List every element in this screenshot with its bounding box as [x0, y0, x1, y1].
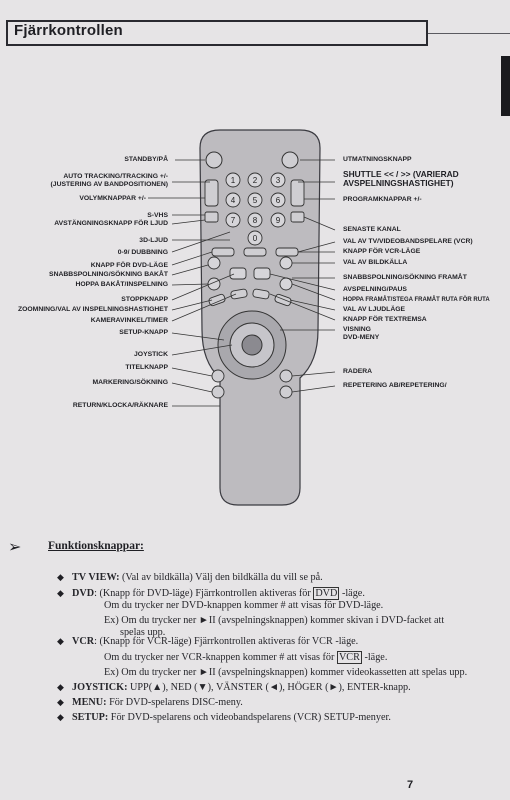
label-stop: STOPPKNAPP [121, 296, 168, 303]
label-joystick: JOYSTICK [134, 351, 168, 358]
label-tv-view: VAL AV BILDKÄLLA [343, 259, 408, 266]
bullet-diamond-icon: ◆ [57, 712, 64, 722]
label-dvd-menu: DVD-MENY [343, 334, 380, 341]
label-shuttle-sub: AVSPELNINGSHASTIGHET) [343, 178, 454, 188]
svg-text:8: 8 [252, 216, 258, 225]
bullet-diamond-icon: ◆ [57, 636, 64, 646]
item-setup [72, 712, 391, 724]
label-3d-sound: 3D-LJUD [139, 237, 168, 244]
text-dvd-ex1: Ex) Om du trycker ner ►II (avspelningsknappen) kommer skivan i DVD-facket att [104, 615, 445, 626]
term-menu: MENU: [72, 697, 107, 708]
item-menu [72, 697, 243, 709]
page-title: Fjärrkontrollen [14, 22, 123, 39]
label-zoom: ZOOMNING/VAL AV INSPELNINGSHASTIGHET [17, 306, 168, 313]
page-number: 7 [407, 779, 414, 791]
svg-text:7: 7 [230, 216, 236, 225]
label-subtitle: KNAPP FÖR TEXTREMSA [343, 316, 427, 323]
label-repeat: REPETERING AB/REPETERING/ [343, 382, 447, 389]
term-joystick: JOYSTICK: [72, 682, 128, 693]
text-vcr-ex: Ex) Om du trycker ner ►II (avspelningsknappen) kommer videokassetten att spelas upp. [104, 667, 468, 678]
label-display: VISNING [343, 326, 371, 333]
label-return: RETURN/KLOCKA/RÄKNARE [72, 402, 168, 409]
label-volume: VOLYMKNAPPAR +/- [79, 195, 146, 202]
label-shuttle: SHUTTLE << / >> (VARIERAD [343, 169, 459, 179]
label-clear: RADERA [343, 368, 373, 375]
label-skip-back: HOPPA BAKÅT/INSPELNING [75, 281, 168, 288]
label-eject: UTMATNINGSKNAPP [343, 156, 412, 163]
bullet-diamond-icon: ◆ [57, 682, 64, 692]
label-angle-timer: KAMERAVINKEL/TIMER [90, 317, 168, 324]
bullet-diamond-icon: ◆ [57, 572, 64, 582]
label-fast-forward: SNABBSPOLNING/SÖKNING FRAMÅT [343, 274, 467, 281]
bullet-diamond-icon: ◆ [57, 588, 64, 598]
label-svhs: S-VHS [147, 212, 168, 219]
section-arrow-icon: ➢ [8, 539, 22, 556]
label-auto-tracking-sub: (JUSTERING AV BANDPOSITIONEN) [50, 181, 168, 188]
text-tv-view: (Val av bildkälla) Välj den bildkälla du vill se på. [119, 572, 323, 583]
svg-text:6: 6 [275, 196, 281, 205]
term-dvd: DVD [72, 588, 95, 599]
term-tv-view: TV VIEW: [72, 572, 120, 583]
text-dvd-ex2: spelas upp. [120, 627, 166, 638]
label-last-channel: SENASTE KANAL [343, 226, 401, 233]
term-setup: SETUP: [72, 712, 109, 723]
label-play-pause: AVSPELNING/PAUS [343, 286, 407, 293]
text-dvd-a: : (Knapp för DVD-läge) Fjärrkontrollen aktiveras för [94, 588, 314, 599]
label-program: PROGRAMKNAPPAR +/- [343, 196, 422, 203]
text-vcr-line2b: -läge. [361, 652, 388, 663]
label-dvd-mode: KNAPP FÖR DVD-LÄGE [90, 262, 168, 269]
text-joystick: UPP(▲), NED (▼), VÄNSTER (◄), HÖGER (►), ENTER-knapp. [127, 682, 411, 693]
label-auto-tracking: AUTO TRACKING/TRACKING +/- [63, 173, 168, 180]
svg-text:5: 5 [252, 196, 258, 205]
section-title: Funktionsknappar: [48, 540, 144, 552]
text-vcr-a: : (Knapp för VCR-läge) Fjärrkontrollen aktiveras för VCR -läge. [94, 636, 359, 647]
item-dvd [72, 588, 365, 600]
svg-text:9: 9 [275, 216, 281, 225]
text-setup: För DVD-spelarens och videobandspelarens (VCR) SETUP-menyer. [108, 712, 391, 723]
item-vcr-line2 [104, 652, 387, 664]
text-menu: För DVD-spelarens DISC-meny. [106, 697, 243, 708]
text-vcr-line2a: Om du trycker ner VCR-knappen kommer # att visas för [104, 652, 337, 663]
bullet-diamond-icon: ◆ [57, 697, 64, 707]
label-rewind: SNABBSPOLNING/SÖKNING BAKÅT [49, 271, 168, 278]
item-tv-view [72, 572, 323, 584]
text-dvd-b: -läge. [339, 588, 365, 599]
svg-text:3: 3 [275, 176, 281, 185]
label-mark-search: MARKERING/SÖKNING [92, 379, 168, 386]
label-tv-vcr: VAL AV TV/VIDEOBANDSPELARE (VCR) [343, 238, 473, 245]
text-dvd-line2: Om du trycker ner DVD-knappen kommer # att visas för DVD-läge. [104, 600, 384, 611]
vcr-box: VCR [338, 652, 360, 663]
label-0-9-dubbing: 0-9/ DUBBNING [117, 249, 168, 256]
term-vcr: VCR [72, 636, 95, 647]
dvd-box: DVD [315, 588, 338, 599]
svg-text:4: 4 [230, 196, 236, 205]
item-vcr [72, 636, 358, 648]
svg-text:2: 2 [252, 176, 258, 185]
label-vcr-mode: KNAPP FÖR VCR-LÄGE [343, 248, 421, 255]
label-setup: SETUP-KNAPP [119, 329, 168, 336]
label-title: TITELKNAPP [125, 364, 168, 371]
label-audio-mode: VAL AV LJUDLÄGE [343, 306, 406, 313]
svg-text:0: 0 [252, 234, 258, 243]
label-skip-forward: HOPPA FRAMÅT/STEGA FRAMÅT RUTA FÖR RUTA [343, 297, 490, 303]
item-joystick [72, 682, 411, 694]
label-standby: STANDBY/PÅ [124, 156, 168, 163]
svg-text:1: 1 [230, 176, 236, 185]
label-mute: AVSTÄNGNINGSKNAPP FÖR LJUD [54, 220, 168, 227]
